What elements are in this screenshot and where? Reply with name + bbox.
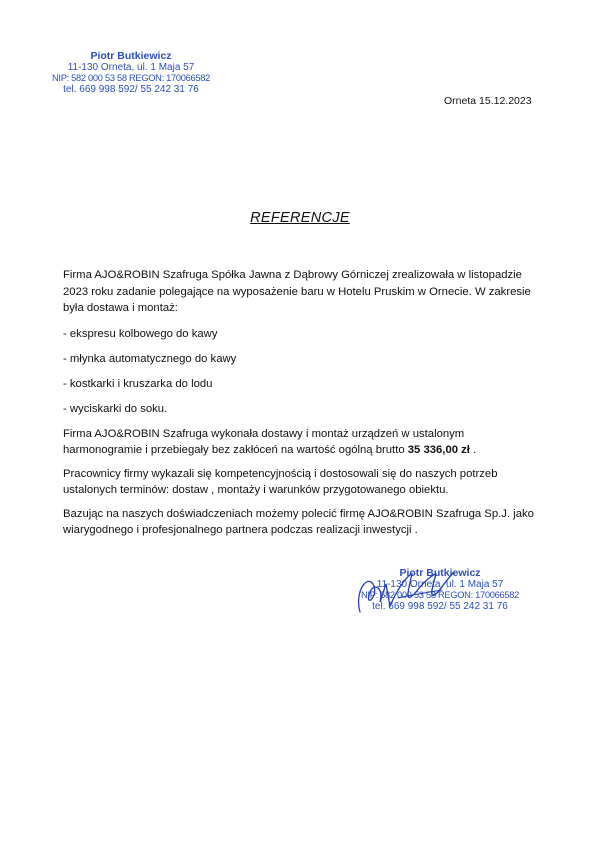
stamp-name: Piotr Butkiewicz xyxy=(399,567,481,579)
delivery-text: Firma AJO&ROBIN Szafruga wykonała dostawy i montaż urządzeń w ustalonym harmonogramie i przebiegały bez zakłóceń na wartość ogólną brutto xyxy=(63,427,465,456)
list-item: - wyciskarki do soku. xyxy=(63,402,168,415)
delivery-paragraph xyxy=(63,426,543,459)
document-title: REFERENCJE xyxy=(250,210,350,226)
amount-value: 35 336,00 zł xyxy=(407,444,470,456)
recommendation-paragraph: Bazując na naszych doświadczeniach możemy polecić firmę AJO&ROBIN Szafruga Sp.J. jako wiarygodnego i profesjonalnego partnera podczas realizacji inwestycji . xyxy=(63,507,534,536)
stamp-phone: tel. 669 998 592/ 55 242 31 76 xyxy=(63,84,199,95)
intro-paragraph: Firma AJO&ROBIN Szafruga Spółka Jawna z Dąbrowy Górniczej zrealizowała w listopadzie 2023 roku zadanie polegające na wyposażenie baru w Hotelu Pruskim w Ornecie. W zakresie była dostawa i montaż: xyxy=(63,269,531,314)
stamp-address: 11-130 Orneta, ul. 1 Maja 57 xyxy=(67,62,195,73)
document-date: Orneta 15.12.2023 xyxy=(444,95,532,107)
stamp-name: Piotr Butkiewicz xyxy=(90,50,172,62)
stamp-address: 11-130 Orneta, ul. 1 Maja 57 xyxy=(376,579,504,590)
staff-paragraph: Pracownicy firmy wykazali się kompetencyjnością i dostosowali się do naszych potrzeb ustalonych terminów: dostaw , montaży i warunków przygotowanego obiektu. xyxy=(63,467,498,496)
list-item: - kostkarki i kruszarka do lodu xyxy=(63,377,213,390)
list-item: - młynka automatycznego do kawy xyxy=(63,352,237,365)
delivery-end: . xyxy=(469,444,477,456)
handwritten-signature xyxy=(350,562,470,622)
document-body xyxy=(63,267,543,539)
stamp-ids: NIP: 582 000 53 58 REGON: 170066582 xyxy=(52,73,210,83)
list-item: - ekspresu kolbowego do kawy xyxy=(63,327,218,340)
stamp-phone: tel. 669 998 592/ 55 242 31 76 xyxy=(372,601,508,612)
stamp-ids: NIP: 582 000 53 58 REGON: 170066582 xyxy=(361,590,519,600)
letterhead-stamp xyxy=(46,51,216,95)
